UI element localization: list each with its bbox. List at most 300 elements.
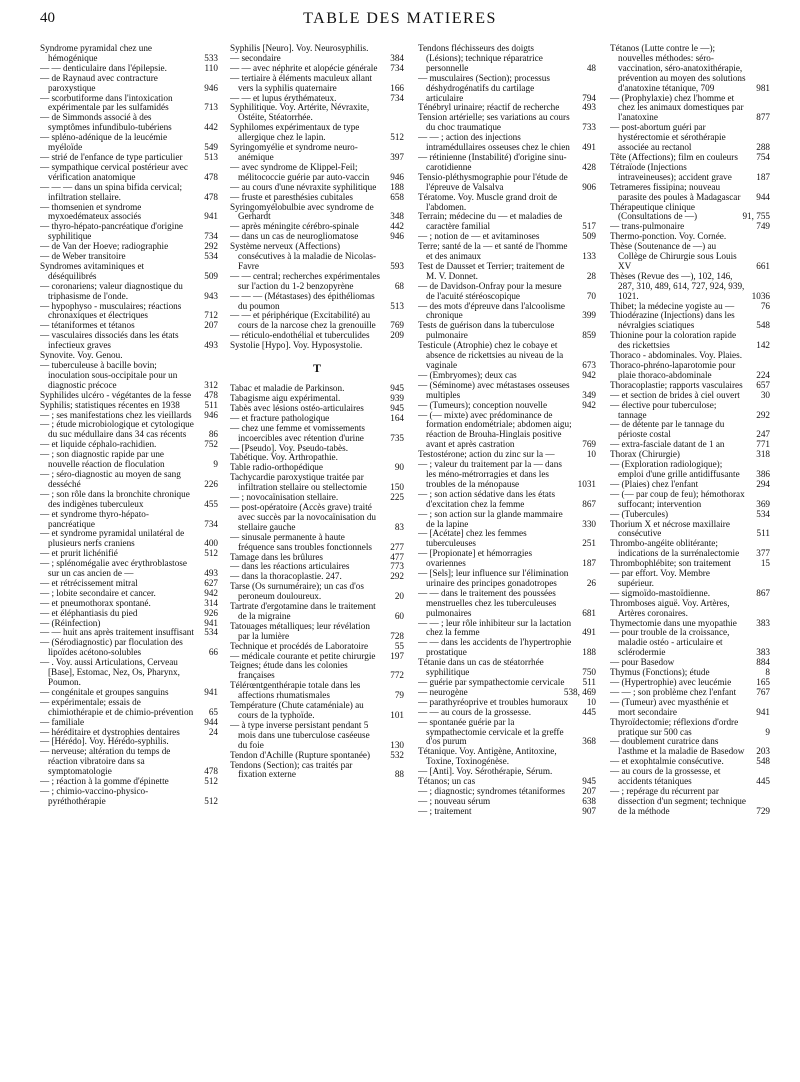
entry-page-ref: 88 (394, 769, 404, 780)
entry-text: — ; traitement (418, 805, 472, 816)
entry-text: Terrain; médecine du — et maladies de caractère familial (418, 211, 563, 232)
entry-page-ref: 477 (390, 551, 404, 562)
entry-page-ref: 512 (204, 776, 218, 787)
entry-text: — ; son diagnostic rapide par une nouvelle réaction de floculation (40, 449, 165, 470)
entry-text: — expérimentale; essais de chimiothérapie et de chimio-prévention (40, 696, 194, 717)
entry-page-ref: 729 (756, 805, 770, 816)
entry-text: — dans un cas de neurogliomatose (230, 231, 359, 242)
entry-text: — hypophyso - musculaires; réactions chronaxiques et électriques (40, 300, 182, 321)
entry-text: — — et périphérique (Excitabilité) au cours de la narcose chez la grenouille (230, 310, 376, 331)
entry-page-ref: 942 (582, 369, 596, 380)
entry-text: — et rétrécissement mitral (40, 577, 138, 588)
index-entry (418, 381, 596, 401)
entry-text: — ; diagnostic; syndromes tétaniformes (418, 785, 565, 796)
entry-page-ref: 20 (394, 591, 404, 602)
index-column-3 (418, 44, 596, 1074)
index-entry (610, 599, 770, 619)
index-entry (610, 183, 770, 203)
entry-page-ref: 907 (582, 805, 596, 816)
entry-text: — scorbutiforme dans l'intoxication expérimentale par les sulfamidés (40, 92, 173, 113)
entry-text: — et liquide céphalo-rachidien. (40, 439, 157, 450)
index-entry (418, 638, 596, 658)
index-entry (40, 222, 218, 242)
entry-text: — — dans le traitement des poussées menstruelles chez les tuberculeuses pulmonaires (418, 587, 557, 618)
entry-page-ref: 442 (390, 221, 404, 232)
entry-page-ref: 383 (756, 617, 770, 628)
entry-page-ref: 734 (390, 62, 404, 73)
index-entry (418, 153, 596, 173)
index-entry (40, 133, 218, 153)
entry-page-ref: 445 (582, 706, 596, 717)
entry-page-ref: 713 (204, 102, 218, 113)
entry-page-ref: 318 (756, 449, 770, 460)
entry-page-ref: 657 (756, 379, 770, 390)
index-entry (610, 272, 770, 302)
index-entry (40, 262, 218, 282)
entry-text: Tachycardie paroxystique traitée par infiltration stellaire ou stellectomie (230, 472, 367, 493)
entry-page-ref: 55 (394, 640, 404, 651)
entry-text: — thomsenien et syndrome myxoedémateux associés (40, 201, 142, 222)
entry-page-ref: 941 (204, 617, 218, 628)
entry-text: Thiodérazine (Injections) dans les névralgies sciatiques (610, 310, 735, 331)
index-entry (230, 143, 404, 163)
entry-page-ref: 76 (760, 300, 770, 311)
entry-text: — spléno-adénique de la leucémie myéloïde (40, 132, 168, 153)
section-heading: T (312, 361, 321, 376)
index-entry (610, 767, 770, 787)
entry-page-ref: 767 (756, 686, 770, 697)
entry-page-ref: 513 (204, 151, 218, 162)
entry-text: Tératome. Voy. Muscle grand droit de l'abdomen. (418, 191, 558, 212)
entry-text: Tendons fléchisseurs des doigts (Lésions); technique réparatrice personnelle (418, 44, 543, 73)
entry-text: — ; valeur du traitement par la — dans les méno-métrorragies et dans les troubles de la ménopause (418, 459, 562, 489)
entry-text: Syphilitique. Voy. Artérite, Névraxite, Ostéite, Stéatorrhée. (230, 102, 370, 123)
entry-text: — élective pour tuberculose; tannage (610, 399, 717, 420)
entry-text: Thorax (Chirurgie) (610, 449, 680, 460)
entry-text: — ; chimio-vaccino-physico-pyréthothérapie (40, 785, 149, 806)
index-entry (418, 747, 596, 767)
index-entry (40, 747, 218, 777)
entry-page-ref: 90 (394, 462, 404, 473)
entry-page-ref: 658 (390, 191, 404, 202)
entry-page-ref: 15 (760, 558, 770, 569)
entry-text: Tétanos; un cas (418, 776, 476, 787)
entry-page-ref: 771 (756, 439, 770, 450)
entry-text: — avec syndrome de Klippel-Feil; mélitococcie guérie par auto-vaccin (230, 161, 370, 182)
entry-page-ref: 734 (204, 231, 218, 242)
index-entry (418, 510, 596, 530)
entry-page-ref: 944 (756, 191, 770, 202)
index-entry (418, 242, 596, 262)
entry-text: — pour Basedow (610, 657, 675, 668)
entry-text: Tabagisme aigu expérimental. (230, 393, 341, 403)
index-entry (40, 450, 218, 470)
entry-text: Thèse (Soutenance de —) au Collège de Chirurgie sous Louis XV (610, 241, 737, 271)
entry-text: Thyroïdectomie; réflexions d'ordre pratique sur 500 cas (610, 716, 739, 737)
entry-text: Tendons (Section); cas traités par fixation externe (230, 759, 353, 780)
entry-text: — à type inverse persistant pendant 5 mois dans une tuberculose caséeuse du foie (230, 719, 370, 750)
entry-page-ref: 9 (213, 459, 218, 470)
entry-text: — sympathique cervical postérieur avec vérification anatomique (40, 161, 188, 182)
index-entry (418, 193, 596, 213)
entry-text: Terre; santé de la — et santé de l'homme et des animaux (418, 241, 568, 262)
entry-text: Température (Chute cataméniale) au cours de la typhoïde. (230, 700, 364, 720)
index-entry (230, 721, 404, 751)
entry-text: Syphilides ulcéro - végétantes de la fesse (40, 389, 192, 400)
entry-text: — extra-fasciale datant de 1 an (610, 439, 725, 450)
entry-text: — et section de brides à ciel ouvert (610, 389, 740, 400)
entry-text: — ; repérage du récurrent par dissection d'un segment; technique de la méthode (610, 785, 746, 816)
entry-page-ref: 166 (390, 82, 404, 93)
entry-text: Tabès avec lésions ostéo-articulaires (230, 402, 364, 413)
index-entry (418, 302, 596, 322)
entry-text: Thèses (Revue des —), 102, 146, 287, 310, 489, 614, 727, 924, 939, 1021. (610, 270, 745, 301)
entry-page-ref: 512 (390, 132, 404, 143)
index-entry (230, 163, 404, 183)
entry-page-ref: 509 (204, 270, 218, 281)
entry-text: — ; novocaïnisation stellaire. (230, 492, 339, 503)
entry-text: Tamage dans les brûlures (230, 551, 323, 562)
entry-page-ref: 867 (756, 587, 770, 598)
entry-text: — (Hypertrophie) avec leucémie (610, 677, 732, 687)
entry-text: — — — (Métastases) des épithéliomas du poumon (230, 290, 375, 311)
entry-page-ref: 294 (756, 478, 770, 489)
entry-page-ref: 164 (390, 412, 404, 423)
index-entry (418, 133, 596, 153)
index-entry (230, 292, 404, 312)
entry-page-ref: 79 (394, 690, 404, 701)
entry-page-ref: 292 (390, 571, 404, 582)
entry-page-ref: 538, 469 (563, 686, 596, 697)
entry-page-ref: 8 (765, 667, 770, 678)
index-entry (230, 533, 404, 553)
index-entry (230, 311, 404, 331)
entry-text: — [Propionate] et hémorragies ovariennes (418, 548, 533, 569)
index-entry (230, 424, 404, 444)
entry-page-ref: 493 (204, 568, 218, 579)
entry-text: Système nerveux (Affections) consécutives à la maladie de Nicolas-Favre (230, 241, 377, 271)
entry-page-ref: 534 (204, 251, 218, 262)
entry-page-ref: 10 (586, 696, 596, 707)
entry-page-ref: 133 (582, 251, 596, 262)
entry-text: Testostérone; action du zinc sur la — (418, 449, 555, 460)
entry-page-ref: 30 (760, 389, 770, 400)
entry-page-ref: 91, 755 (742, 211, 770, 222)
entry-page-ref: 478 (204, 389, 218, 400)
entry-text: — ; nouveau sérum (418, 795, 491, 806)
entry-text: Syphilis [Neuro]. Voy. Neurosyphilis. (230, 44, 369, 53)
entry-text: Thromboses aiguë. Voy. Artères, Artères coronaires. (610, 597, 730, 618)
index-entry (418, 718, 596, 748)
entry-text: Thoraco-phréno-laparotomie pour plaie thoraco-abdominale (610, 360, 736, 380)
index-entry (230, 602, 404, 622)
index-entry (418, 460, 596, 490)
entry-page-ref: 752 (204, 439, 218, 450)
entry-text: — pour trouble de la croissance, maladie ostéo - articulaire et sclérodermie (610, 627, 730, 658)
entry-page-ref: 794 (582, 92, 596, 103)
index-entry (418, 569, 596, 589)
entry-page-ref: 400 (204, 538, 218, 549)
entry-page-ref: 225 (390, 492, 404, 503)
entry-page-ref: 66 (208, 647, 218, 658)
entry-text: — (Plaies) chez l'enfant (610, 478, 699, 489)
entry-text: — (Tubercules) (610, 508, 669, 519)
entry-page-ref: 867 (582, 498, 596, 509)
index-column-2 (230, 44, 404, 1074)
index-entry (418, 212, 596, 232)
index-entry (610, 401, 770, 421)
entry-text: — et fracture pathologique (230, 412, 330, 423)
entry-page-ref: 548 (756, 320, 770, 331)
entry-text: Télérœntgenthérapie totale dans les affections rhumatismales (230, 680, 361, 701)
entry-page-ref: 593 (390, 260, 404, 271)
entry-page-ref: 638 (582, 795, 596, 806)
index-entry (40, 94, 218, 114)
entry-text: — (— par coup de feu); hémothorax suffocant; intervention (610, 488, 745, 509)
entry-text: — fruste et paresthésies cubitales (230, 191, 353, 202)
entry-page-ref: 549 (204, 142, 218, 153)
entry-text: Thymectomie dans une myopathie (610, 617, 737, 628)
entry-text: — trans-pulmonaire (610, 221, 685, 232)
entry-text: — strié de l'enfance de type particulier (40, 151, 183, 162)
entry-page-ref: 187 (582, 558, 596, 569)
entry-page-ref: 197 (390, 650, 404, 661)
entry-page-ref: 207 (204, 320, 218, 331)
entry-text: Tabétique. Voy. Arthropathie. (230, 452, 338, 463)
entry-text: Tensio-pléthysmographie pour l'étude de l'épreuve de Valsalva (418, 171, 568, 192)
index-entry (230, 341, 404, 351)
entry-text: — au cours de la grossesse, et accidents tétaniques (610, 766, 721, 787)
entry-page-ref: 288 (756, 142, 770, 153)
entry-page-ref: 926 (204, 607, 218, 618)
entry-text: Thrombophlébite; son traitement (610, 558, 731, 569)
index-column-1 (40, 44, 218, 1074)
index-entry (418, 321, 596, 341)
entry-page-ref: 733 (582, 122, 596, 133)
entry-text: — et exophtalmie consécutive. (610, 756, 724, 767)
entry-page-ref: 383 (756, 647, 770, 658)
entry-page-ref: 734 (204, 518, 218, 529)
entry-page-ref: 906 (582, 181, 596, 192)
entry-text: Tétanique. Voy. Antigène, Antitoxine, Toxine, Toxinogénèse. (418, 746, 557, 767)
entry-text: Tarse (Os surnuméraire); un cas d'os peroneum douloureux. (230, 581, 364, 602)
entry-text: Tartrate d'ergotamine dans le traitement de la migraine (230, 601, 376, 621)
index-entry (230, 74, 404, 94)
entry-page-ref: 48 (586, 62, 596, 73)
index-entry (40, 638, 218, 658)
entry-text: — nerveuse; altération du temps de réaction vibratoire dans sa symptomatologie (40, 746, 171, 777)
entry-text: — chez une femme et vomissements incoercibles avec rétention d'urine (230, 422, 365, 443)
index-entry (230, 681, 404, 701)
entry-page-ref: 941 (204, 686, 218, 697)
index-entry (610, 698, 770, 718)
index-entry (40, 490, 218, 510)
entry-text: Tête (Affections); film en couleurs (610, 151, 738, 162)
index-entry (40, 74, 218, 94)
entry-page-ref: 292 (756, 409, 770, 420)
entry-text: — héréditaire et dystrophies dentaires (40, 726, 180, 737)
index-entry (418, 411, 596, 451)
index-entry (418, 490, 596, 510)
entry-text: — et pneumothorax spontané. (40, 597, 151, 608)
entry-text: — et syndrome thyro-hépato-pancréatique (40, 508, 149, 529)
entry-page-ref: 941 (756, 706, 770, 717)
entry-page-ref: 942 (582, 399, 596, 410)
entry-page-ref: 207 (582, 785, 596, 796)
index-entry (230, 503, 404, 533)
entry-page-ref: 165 (756, 677, 770, 687)
entry-text: Tabac et maladie de Parkinson. (230, 383, 345, 394)
index-entry (610, 163, 770, 183)
entry-page-ref: 941 (204, 211, 218, 222)
entry-text: Tétanos (Lutte contre le —); nouvelles méthodes: séro-vaccination, séro-anatoxithérapie, prévention au moyen des solutions d'anatoxine tétanique, 709 (610, 44, 746, 93)
index-entry (230, 123, 404, 143)
entry-text: — guérie par sympathectomie cervicale (418, 677, 565, 687)
entry-text: Thoraco - abdominales. Voy. Plaies. (610, 350, 743, 361)
entry-page-ref: 60 (394, 610, 404, 621)
entry-text: — de Raynaud avec contracture paroxystique (40, 72, 158, 93)
entry-page-ref: 86 (208, 429, 218, 440)
entry-page-ref: 945 (390, 402, 404, 413)
entry-text: — et prurit lichénifié (40, 548, 118, 559)
index-entry (418, 529, 596, 549)
entry-text: — ; lobite secondaire et cancer. (40, 587, 156, 598)
entry-page-ref: 399 (582, 310, 596, 321)
entry-text: Syphilis; statistiques récentes en 1938 (40, 399, 180, 410)
entry-page-ref: 493 (204, 340, 218, 351)
entry-text: — ; étude microbiologique et cytologique du suc médullaire dans 34 cas récents (40, 419, 194, 440)
entry-text: — familiale (40, 716, 85, 727)
index-entry (418, 74, 596, 104)
index-entry (610, 361, 770, 381)
entry-page-ref: 224 (756, 369, 770, 380)
entry-page-ref: 478 (204, 191, 218, 202)
index-entry (230, 272, 404, 292)
index-entry (610, 787, 770, 817)
entry-page-ref: 946 (204, 82, 218, 93)
entry-text: Tendon d'Achille (Rupture spontanée) (230, 749, 371, 760)
entry-text: — de Weber transitoire (40, 251, 126, 262)
entry-page-ref: 28 (586, 270, 596, 281)
entry-text: — secondaire (230, 52, 281, 63)
index-column-4 (610, 44, 770, 1074)
entry-page-ref: 750 (582, 667, 596, 678)
index-entry (610, 242, 770, 272)
index-entry (40, 302, 218, 322)
entry-page-ref: 455 (204, 498, 218, 509)
index-entry (40, 420, 218, 440)
entry-page-ref: 1031 (577, 478, 596, 489)
entry-page-ref: 945 (390, 383, 404, 394)
index-entry (40, 361, 218, 391)
entry-text: — post-abortum guéri par hystérectomie et sérothérapie associée au rectanol (610, 122, 726, 153)
entry-page-ref: 735 (390, 432, 404, 443)
entry-page-ref: 769 (390, 320, 404, 331)
index-entry (40, 529, 218, 549)
entry-text: Thermo-ponction. Voy. Cornée. (610, 231, 727, 242)
entry-page-ref: 712 (204, 310, 218, 321)
index-entry (610, 737, 770, 757)
entry-text: Syringomyélobulbie avec syndrome de Gerhardt (230, 201, 374, 222)
entry-text: Thrombo-angéite oblitérante; indications de la surrénalectomie (610, 538, 740, 559)
entry-page-ref: 312 (204, 379, 218, 390)
entry-page-ref: 24 (208, 726, 218, 737)
entry-text: — sinusale permanente à haute fréquence sans troubles fonctionnels (230, 531, 372, 552)
entry-page-ref: 68 (394, 280, 404, 291)
index-entry (40, 470, 218, 490)
entry-page-ref: 517 (582, 221, 596, 232)
entry-page-ref: 384 (390, 52, 404, 63)
index-entry (230, 103, 404, 123)
entry-page-ref: 772 (390, 670, 404, 681)
entry-page-ref: 247 (756, 429, 770, 440)
entry-page-ref: 946 (390, 231, 404, 242)
index-entry (40, 658, 218, 688)
index-entry (418, 549, 596, 569)
index-entry (418, 44, 596, 74)
entry-page-ref: 627 (204, 577, 218, 588)
index-entry (418, 589, 596, 619)
index-entry (418, 173, 596, 193)
index-entry (230, 582, 404, 602)
entry-text: — (Prophylaxie) chez l'homme et chez les animaux domestiques par l'anatoxine (610, 92, 744, 123)
entry-page-ref: 110 (204, 62, 218, 73)
index-entry (418, 282, 596, 302)
entry-text: — — ; son problème chez l'enfant (610, 686, 737, 697)
entry-page-ref: 251 (582, 538, 596, 549)
index-entry (230, 473, 404, 493)
entry-text: — [Acétate] chez les femmes tuberculeuses (418, 528, 527, 549)
entry-text: — (Tumeur) avec myasthénie et mort secondaire (610, 696, 729, 717)
entry-page-ref: 368 (582, 736, 596, 747)
entry-text: Thymus (Fonctions); étude (610, 667, 710, 678)
entry-page-ref: 277 (390, 541, 404, 552)
entry-page-ref: 349 (582, 389, 596, 400)
index-entry (230, 661, 404, 681)
entry-page-ref: 369 (756, 498, 770, 509)
entry-text: Tests de guérison dans la tuberculose pulmonaire (418, 320, 555, 341)
entry-text: — — central; recherches expérimentales sur l'action du 1-2 benzopyrène (230, 270, 380, 291)
entry-text: Ténébryl urinaire; réactif de recherche (418, 102, 560, 113)
entry-page-ref: 9 (765, 726, 770, 737)
index-entry (610, 569, 770, 589)
index-entry (230, 203, 404, 223)
entry-page-ref: 188 (582, 647, 596, 658)
index-entry (610, 94, 770, 124)
index-entry (610, 123, 770, 153)
entry-page-ref: 101 (390, 710, 404, 720)
entry-text: — [Sels]; leur influence sur l'élimination urinaire des principes gonadotropes (418, 568, 569, 588)
entry-text: — spontanée guérie par la sympathectomie cervicale et la greffe d'os purum (418, 716, 564, 747)
entry-text: — neurogène (418, 686, 468, 697)
entry-text: — ; splénomégalie avec érythroblastose sur un cas ancien de — (40, 558, 187, 579)
entry-text: — après méningite cérébro-spinale (230, 221, 359, 232)
entry-text: Tétanie dans un cas de stéatorrhée syphilitique (418, 657, 544, 678)
index-entry (230, 242, 404, 272)
page-title: TABLE DES MATIERES (303, 10, 497, 27)
entry-page-ref: 511 (582, 677, 596, 687)
entry-page-ref: 491 (582, 627, 596, 638)
entry-page-ref: 511 (204, 399, 218, 410)
index-entry (40, 163, 218, 183)
index-entry (418, 262, 596, 282)
entry-text: — tétaniformes et tétanos (40, 320, 135, 331)
entry-text: Tatouages métalliques; leur révélation par la lumière (230, 620, 370, 641)
index-entry (610, 44, 770, 94)
entry-text: Testicule (Atrophie) chez le cobaye et absence de rickettsies au niveau de la vaginale (418, 340, 564, 370)
index-entry (610, 203, 770, 223)
entry-text: — — — dans un spina bifida cervical; infiltration stellaire. (40, 181, 183, 202)
